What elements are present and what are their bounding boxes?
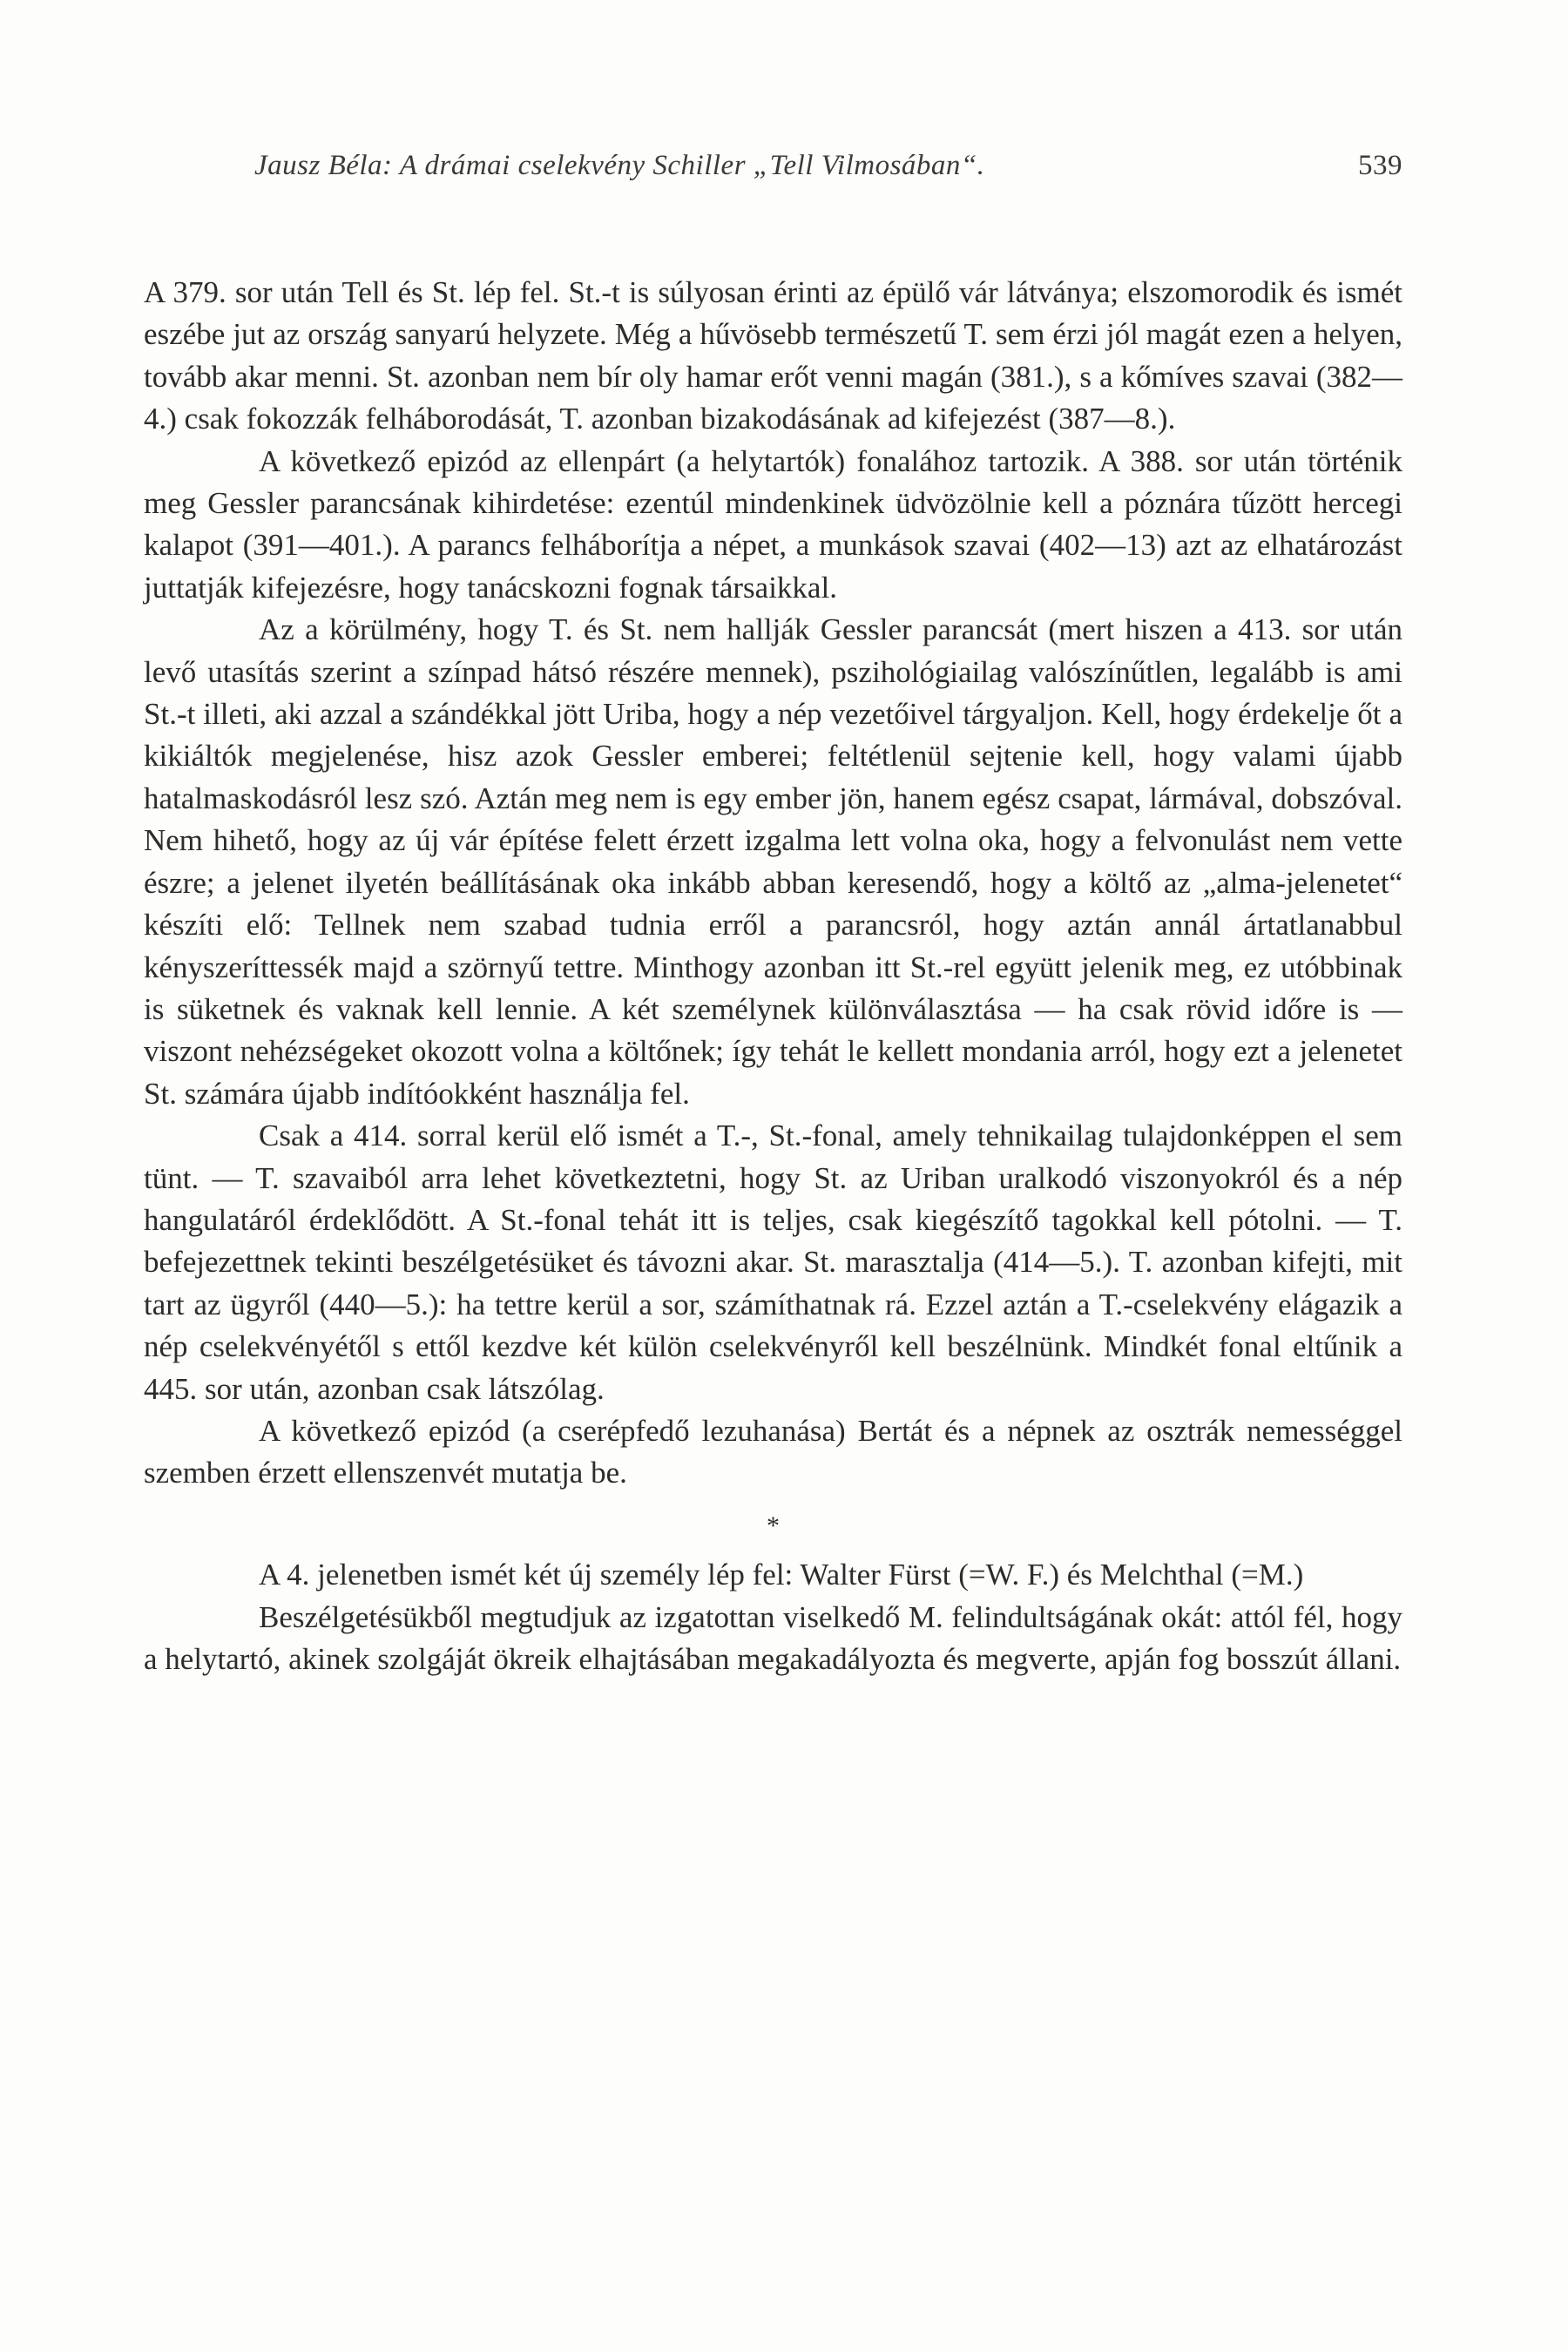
paragraph: Csak a 414. sorral kerül elő ismét a T.-, St.-fonal, amely tehnikailag tulajdonképpen el sem tünt. — T. szavaiból arra lehet következtetni, hogy St. az Uriban uralkodó viszonyokról és a nép hangulatáról érdeklődött. A St.-fonal tehát itt is teljes, csak kiegészítő tagokkal kell pótolni. — T. befejezettnek tekinti beszélgetésüket és távozni akar. St. marasztalja (414—5.). T. azonban kifejti, mit tart az ügyről (440—5.): ha tettre kerül a sor, számíthatnak rá. Ezzel aztán a T.-cselekvény elágazik a nép cselekvényétől s ettől kezdve két külön cselekvényről kell beszélnünk. Mindkét fonal eltűnik a 445. sor után, azonban csak látszólag. [144,1119,1402,1406]
paragraph: A következő epizód az ellenpárt (a helytartók) fonalához tartozik. A 388. sor után történik meg Gessler parancsának kihirdetése: ezentúl mindenkinek üdvözölnie kell a póznára tűzött hercegi kalapot (391—401.). A parancs felháborítja a népet, a munkások szavai (402—13) azt az elhatározást juttatják kifejezésre, hogy tanácskozni fognak társaikkal. [144,443,1402,605]
body-text [144,272,1402,1680]
section-separator: * [767,1511,780,1540]
paragraph: Az a körülmény, hogy T. és St. nem hallják Gessler parancsát (mert hiszen a 413. sor után levő utasítás szerint a színpad hátsó részére mennek), pszihológiailag valószínűtlen, legalább is ami St.-t illeti, aki azzal a szándékkal jött Uriba, hogy a nép vezetőivel tárgyaljon. Kell, hogy érdekelje őt a kikiáltók megjelenése, hisz azok Gessler emberei; feltétlenül sejtenie kell, hogy valami újabb hatalmaskodásról lesz szó. Aztán meg nem is egy ember jön, hanem egész csapat, lármával, dobszóval. Nem hihető, hogy az új vár építése felett érzett izgalma lett volna oka, hogy a felvonulást nem vette észre; a jelenet ilyetén beállításának oka inkább abban keresendő, hogy a költő az „alma-jelenetet“ készíti elő: Tellnek nem szabad tudnia erről a parancsról, hogy aztán annál ártatlanabbul kényszeríttessék majd a szörnyű tettre. Minthogy azonban itt St.-rel együtt jelenik meg, ez utóbbinak is süketnek és vaknak kell lennie. A két személynek különválasztása — ha csak rövid időre is — viszont nehézségeket okozott volna a költőnek; így tehát le kellett mondania arról, hogy ezt a jelenetet St. számára újabb indítóokként használja fel. [144,612,1402,1111]
paragraph: A következő epizód (a cserépfedő lezuhanása) Bertát és a népnek az osztrák nemességgel szemben érzett ellenszenvét mutatja be. [144,1413,1402,1490]
paragraph: Beszélgetésükből megtudjuk az izgatottan viselkedő M. felindultságának okát: attól fél, hogy a helytartó, akinek szolgáját ökreik elhajtásában megakadályozta és megverte, apján fog bosszút állani. [144,1599,1402,1676]
paragraph: A 4. jelenetben ismét két új személy lép fel: Walter Fürst (=W. F.) és Melchthal (=M.) [259,1558,1304,1592]
paragraph: A 379. sor után Tell és St. lép fel. St.-t is súlyosan érinti az épülő vár látványa; elszomorodik és ismét eszébe jut az ország sanyarú helyzete. Még a hűvösebb természetű T. sem érzi jól magát ezen a helyen, tovább akar menni. St. azonban nem bír oly hamar erőt venni magán (381.), s a kőmíves szavai (382—4.) csak fokozzák felháborodását, T. azonban bizakodásának ad kifejezést (387—8.). [144,275,1402,436]
running-head-title: Jausz Béla: A drámai cselekvény Schiller „Tell Vilmosában“. [254,150,985,181]
page-number: 539 [1358,150,1402,181]
running-head [254,150,1402,188]
